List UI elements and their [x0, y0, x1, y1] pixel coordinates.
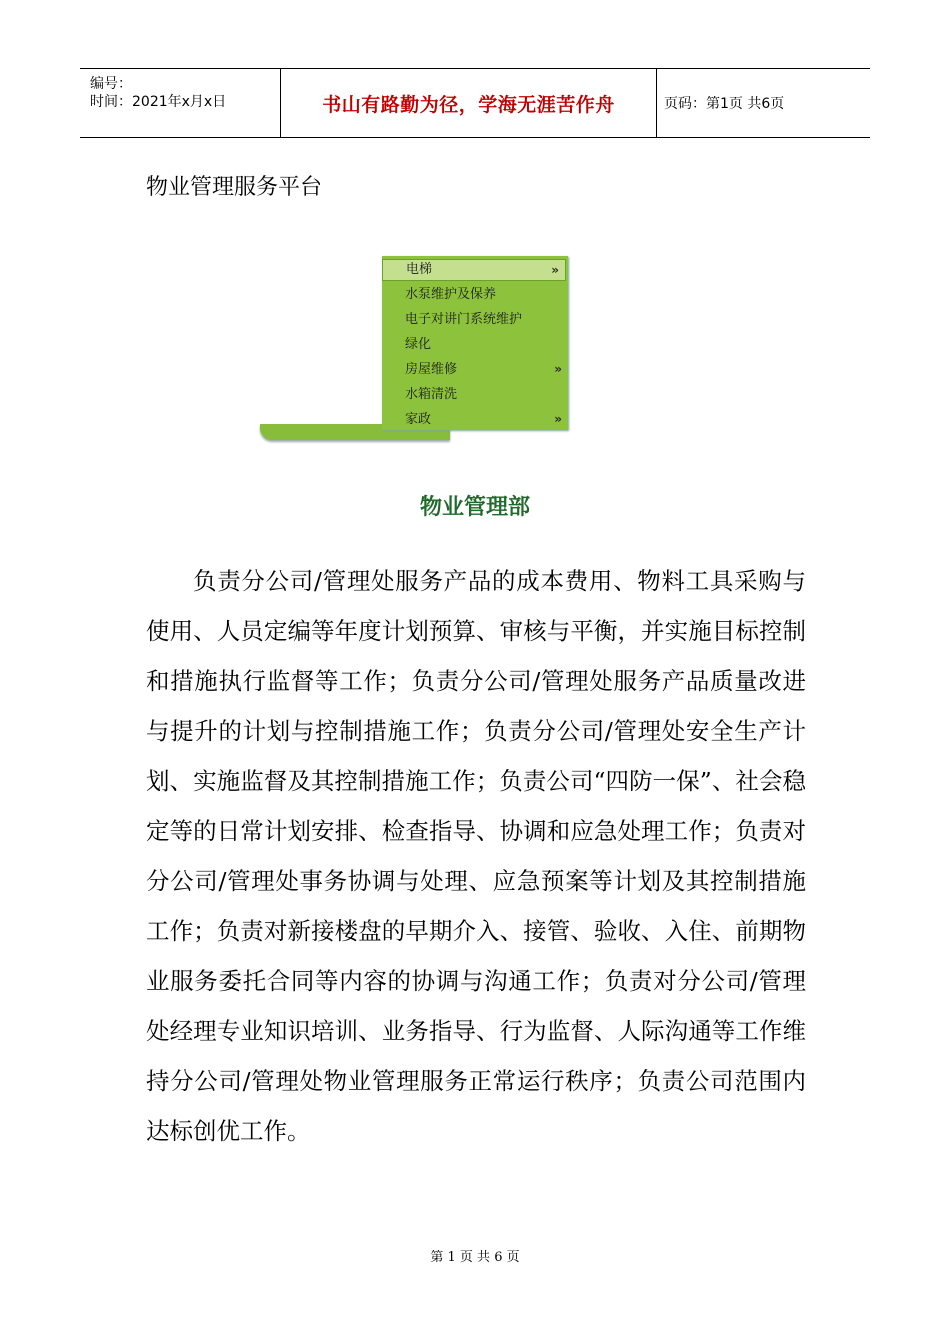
menu-item-house-repair[interactable]	[382, 357, 568, 382]
menu-item-label: 绿化	[405, 337, 432, 352]
time-label: 时间：2021年x月x日	[90, 94, 227, 110]
menu-item-label: 电梯	[406, 262, 433, 277]
menu-item-intercom-maintenance[interactable]	[382, 307, 568, 332]
menu-item-label: 家政	[405, 412, 432, 427]
page-footer: 第 1 页 共 6 页	[430, 1250, 520, 1265]
header-page-cell	[656, 69, 870, 137]
header-motto-cell	[280, 69, 657, 137]
menu-item-label: 水箱清洗	[405, 387, 458, 402]
platform-subtitle: 物业管理服务平台	[146, 175, 323, 200]
submenu-arrow-icon: »	[554, 412, 562, 426]
header-motto: 书山有路勤为径，学海无涯苦作舟	[322, 93, 615, 116]
header-page-info: 页码：第1页 共6页	[664, 96, 785, 112]
submenu-arrow-icon: »	[554, 362, 562, 376]
menu-item-label: 电子对讲门系统维护	[405, 312, 523, 327]
body-paragraph: 负责分公司/管理处服务产品的成本费用、物料工具采购与使用、人员定编等年度计划预算、审核与平衡，并实施目标控制和措施执行监督等工作；负责分公司/管理处服务产品质量改进与提升的计划与控制措施工作；负责分公司/管理处安全生产计划、实施监督及其控制措施工作；负责公司“四防一保”、社会稳定等的日常计划安排、检查指导、协调和应急处理工作；负责对分公司/管理处事务协调与处理、应急预案等计划及其控制措施工作；负责对新接楼盘的早期介入、接管、验收、入住、前期物业服务委托合同等内容的协调与沟通工作；负责对分公司/管理处经理专业知识培训、业务指导、行为监督、人际沟通等工作维持分公司/管理处物业管理服务正常运行秩序；负责公司范围内达标创优工作。	[146, 567, 806, 1145]
menu-item-tank-cleaning[interactable]	[382, 382, 568, 407]
menu-item-label: 水泵维护及保养	[405, 287, 497, 302]
menu-item-housekeeping[interactable]	[382, 407, 568, 432]
service-menu	[382, 256, 568, 430]
service-menu-image	[260, 256, 572, 442]
number-label: 编号：	[90, 76, 132, 92]
header-meta	[80, 69, 280, 137]
menu-item-greening[interactable]	[382, 332, 568, 357]
section-title: 物业管理部	[419, 495, 530, 520]
menu-item-pump-maintenance[interactable]	[382, 282, 568, 307]
menu-item-label: 房屋维修	[405, 362, 458, 377]
page-header	[80, 68, 870, 138]
submenu-arrow-icon: »	[551, 263, 559, 277]
menu-item-elevator[interactable]	[382, 259, 566, 281]
